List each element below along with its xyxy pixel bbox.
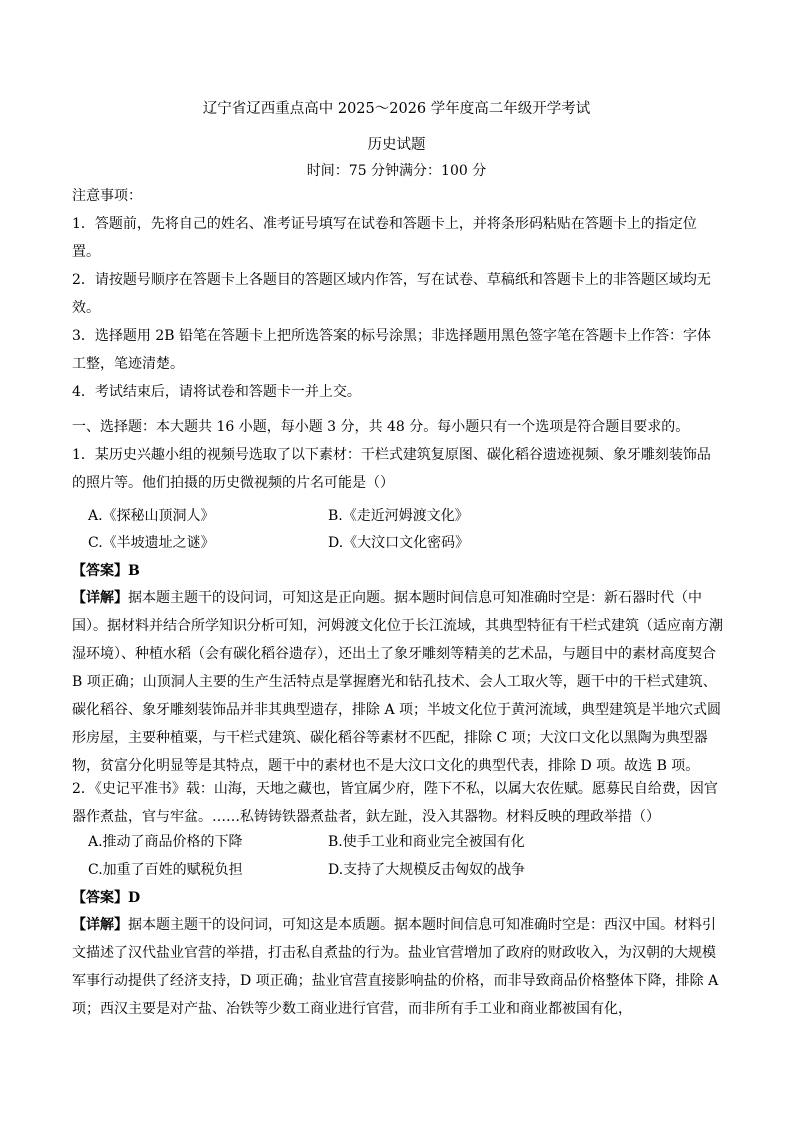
question-2-option-b: B.使手工业和商业完全被国有化 bbox=[328, 834, 525, 850]
question-1-option-d: D.《大汶口文化密码》 bbox=[328, 535, 470, 551]
note-item: 2．请按题号顺序在答题卡上各题目的答题区域内作答，写在试卷、草稿纸和答题卡上的非答题区域均无效。 bbox=[72, 272, 711, 316]
question-2-detail bbox=[72, 911, 724, 1023]
detail-text: 据本题主题干的设问词，可知这是本质题。据本题时间信息可知准确时空是：西汉中国。材料引文描述了汉代盐业官营的举措，打击私自煮盐的行为。盐业官营增加了政府的财政收入，为汉朝的大规模军事行动提供了经济支持，D 项正确；盐业官营直接影响盐的价格，而非导致商品价格整体下降，排除 A 项；西汉主要是对产盐、冶铁等少数工商业进行官营，而非所有手工业和商业都被国有化， bbox=[72, 917, 719, 1017]
question-1-option-a: A.《探秘山顶洞人》 bbox=[88, 508, 215, 524]
question-2-answer bbox=[72, 884, 724, 912]
question-1-detail bbox=[72, 584, 724, 780]
note-item: 4．考试结束后，请将试卷和答题卡一并上交。 bbox=[72, 384, 361, 400]
question-2-option-c: C.加重了百姓的赋税负担 bbox=[88, 862, 243, 878]
question-2-option-d: D.支持了大规模反击匈奴的战争 bbox=[328, 862, 526, 878]
notes-heading: 注意事项： bbox=[72, 188, 142, 204]
question-1-option-c: C.《半坡遗址之谜》 bbox=[88, 535, 215, 551]
question-1-option-b: B.《走近河姆渡文化》 bbox=[328, 508, 469, 524]
answer-value: D bbox=[128, 890, 141, 906]
detail-label: 【详解】 bbox=[72, 917, 128, 933]
question-1-stem: 1．某历史兴趣小组的视频号选取了以下素材：干栏式建筑复原图、碳化稻谷遗迹视频、象牙雕刻装饰品的照片等。他们拍摄的历史微视频的片名可能是（） bbox=[72, 447, 711, 491]
detail-text: 据本题主题干的设问词，可知这是正向题。据本题时间信息可知准确时空是：新石器时代（中国）。据材料并结合所学知识分析可知，河姆渡文化位于长江流域，其典型特征有干栏式建筑（适应南方潮湿环境）、种植水稻（会有碳化稻谷遗存），还出土了象牙雕刻等精美的艺术品，与题目中的素材高度契合 B 项正确；山顶洞人主要的生产生活特点是掌握磨光和钻孔技术、会人工取火等，题干中的干栏式建筑、碳化稻谷、象牙雕刻装饰品并非其典型遗存，排除 A 项；半坡文化位于黄河流域，典型建筑是半地穴式圆形房屋，主要种植粟，与干栏式建筑、碳化稻谷等素材不匹配，排除 C 项；大汶口文化以黑陶为典型器物，贫富分化明显等是其特点，题干中的素材也不是大汶口文化的典型代表，排除 D 项。故选 B 项。 bbox=[72, 590, 723, 774]
answer-label: 【答案】 bbox=[72, 890, 128, 906]
exam-title: 辽宁省辽西重点高中 2025～2026 学年度高二年级开学考试 bbox=[202, 101, 591, 117]
exam-subject: 历史试题 bbox=[367, 137, 426, 153]
section-heading: 一、选择题：本大题共 16 小题，每小题 3 分，共 48 分。每小题只有一个选项是符合题目要求的。 bbox=[72, 419, 690, 435]
question-2-stem: 2．《史记平准书》载：山海，天地之藏也，皆宜属少府，陛下不私，以属大农佐赋。愿募民自给费，因官器作煮盐，官与牢盆。……私铸铸铁器煮盐者，釱左趾，没入其器物。材料反映的理政举措（） bbox=[72, 781, 718, 825]
note-item: 1．答题前，先将自己的姓名、准考证号填写在试卷和答题卡上，并将条形码粘贴在答题卡上的指定位置。 bbox=[72, 216, 697, 260]
notes-block bbox=[72, 182, 724, 406]
answer-label: 【答案】 bbox=[72, 563, 128, 579]
detail-label: 【详解】 bbox=[72, 590, 128, 606]
exam-time-info: 时间：75 分钟满分：100 分 bbox=[306, 163, 487, 179]
question-1-answer bbox=[72, 557, 724, 585]
question-2-option-a: A.推动了商品价格的下降 bbox=[88, 834, 243, 850]
note-item: 3．选择题用 2B 铅笔在答题卡上把所选答案的标号涂黑；非选择题用黑色签字笔在答题卡上作答：字体工整，笔迹清楚。 bbox=[72, 328, 712, 372]
answer-value: B bbox=[128, 563, 140, 579]
